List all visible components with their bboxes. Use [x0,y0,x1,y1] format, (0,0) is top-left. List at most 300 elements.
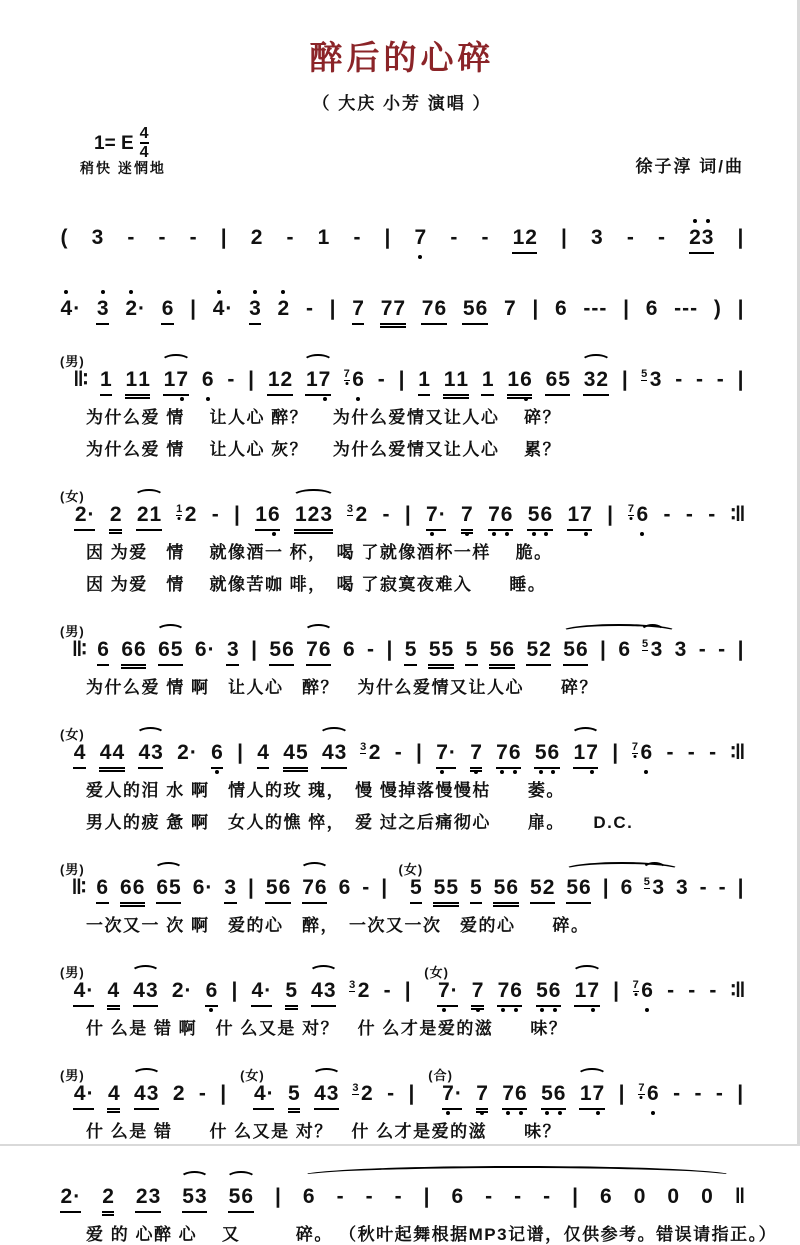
note-digit: 3 [649,368,662,391]
note-token [377,368,385,396]
note-digit: - [305,297,313,320]
note-digit: 5 [265,876,278,899]
note-token [497,979,522,1007]
note-digit: 6 [96,876,109,899]
note-token [384,226,391,254]
note-digit: 3 [249,297,261,320]
note-token [632,741,653,769]
note-token [107,1082,120,1110]
note-digit: 6 [97,638,109,661]
note-digit: 6 [302,1185,315,1208]
note-token [201,368,214,396]
note-token [138,741,163,769]
note-digit: - [158,226,166,249]
note-digit: 2 [171,979,184,1002]
note-digit: - [699,876,707,899]
note-digit: | [231,979,238,1002]
note-token [674,297,698,325]
note-digit: 3 [334,741,347,764]
note-digit: 1 [574,979,587,1002]
note-token [344,368,365,396]
note-token [512,226,537,254]
note-token [194,638,215,666]
note-digit: | [737,638,744,661]
lyric-line: 爱 的 心醉 心 又 碎。 （秋叶起舞根据MP3记谱，仅供参考。错误请指正。） [86,1225,778,1244]
note-digit: | [612,741,619,764]
note-token [265,876,290,904]
note-digit: - [583,297,591,320]
note-digit: 2 [102,1185,114,1208]
grace-note: 3 [352,1082,359,1094]
note-digit: 1 [267,368,280,391]
note-token [60,226,68,254]
note-digit: 1 [305,368,318,391]
note-token [227,368,235,396]
note-token [573,741,598,769]
note-digit: 6 [205,979,218,1002]
note-digit: 5 [530,876,542,899]
note-digit: 6 [121,638,134,661]
note-digit: 6 [161,297,174,320]
note-digit: ‖ [73,368,82,391]
music-line [60,1157,778,1245]
note-token [641,368,662,396]
note-token [275,1185,282,1213]
notes-row: (男) 4· 4 43 2 - | (女) 4· 5 43 3 2 - | (合) 7· 7 76 56 17 | 7 6 - - - | [60,1054,744,1110]
note-token [699,876,707,904]
note-digit: 4 [212,297,225,320]
note-digit: 4 [73,741,86,764]
note-digit: 6 [620,876,633,899]
grace-note: 5 [641,638,649,650]
note-digit: 1 [125,368,138,391]
note-digit: - [485,1185,493,1208]
note-digit: - [362,876,370,899]
note-token [737,638,744,666]
note-digit: 3 [96,297,109,320]
note-digit: 7 [592,1082,605,1105]
note-digit: - [387,1082,395,1105]
note-digit: 7 [380,297,393,320]
note-digit: 0 [667,1185,680,1208]
note-digit: 7 [586,741,598,764]
note-token [248,368,255,396]
note-digit: 7 [306,638,318,661]
note-token [73,1082,94,1110]
note-digit: ‖ [71,638,81,661]
note-digit: | [600,638,606,661]
note-digit: · [73,297,81,320]
note-digit: | [737,368,744,391]
note-token [91,226,104,254]
note-digit: · [448,741,456,764]
music-line [60,269,744,325]
note-digit: 5 [541,1082,553,1105]
music-line [60,340,744,460]
note-digit: 4 [73,1082,86,1105]
note-token [134,1082,159,1110]
note-digit: · [450,979,458,1002]
note-token [251,638,258,666]
note-digit: | [737,226,744,249]
notes-row [60,1157,744,1213]
note-digit: | [329,297,336,320]
note-digit: | [602,876,609,899]
lyric-line: 什 么是 错 啊 什 么又是 对？ 什 么才是爱的滋 味？ [86,1019,568,1038]
note-token [226,638,239,666]
note-digit: 5 [526,638,539,661]
note-token [306,638,331,666]
note-token [541,1082,566,1110]
note-token [347,503,368,531]
note-token [633,1185,646,1213]
note-digit: 6 [352,368,364,391]
note-digit: ) [713,297,721,320]
note-token [305,368,330,396]
note-digit: 3 [320,503,333,526]
note-token [317,226,330,254]
notes-row: (男) 4· 4 43 2· 6 | 4· 5 43 3 2 - | (女) 7· 7 76 56 17 | 7 6 - - - ∶‖ [60,951,744,1007]
note-digit: 3 [583,368,596,391]
note-token [701,1185,714,1213]
note-token [708,503,716,531]
note-token [360,741,381,769]
note-token [493,876,518,904]
note-digit: 7 [471,979,484,1002]
note-digit: 4 [73,979,86,1002]
note-token [433,876,458,904]
note-digit: 3 [676,876,688,899]
note-token [314,1082,339,1110]
note-digit: 3 [194,1185,207,1208]
note-digit: 7 [352,297,364,320]
note-token [583,297,607,325]
note-token [470,741,483,769]
note-token [100,368,113,396]
note-digit: 1 [443,368,456,391]
music-line [60,951,744,1039]
grace-note: 7 [638,1082,645,1094]
note-digit: 2 [280,368,293,391]
note-digit: 5 [295,741,308,764]
note-token [251,979,272,1007]
note-digit: - [694,1082,702,1105]
note-digit: | [398,368,405,391]
note-token [283,741,308,769]
note-token [125,368,150,396]
note-digit: 2 [689,226,701,249]
note-digit: - [382,503,390,526]
note-digit: 7 [176,368,189,391]
note-digit: 2 [355,503,368,526]
note-digit: 6 [211,741,223,764]
note-digit: | [737,1082,744,1105]
note-digit: 6 [548,979,561,1002]
note-digit: - [657,226,665,249]
note-digit: 3 [226,638,239,661]
note-digit: 6 [510,979,522,1002]
note-digit: · [225,297,233,320]
note-digit: 5 [285,979,298,1002]
note-token [428,638,453,666]
note-token [730,503,744,531]
notes-row: (男) ‖∶ 6 66 65 6· 3 | 56 76 6 - | 5 55 5 56 52 56 | 6 5 3 3 - - | [60,610,744,666]
note-digit: 3 [151,741,163,764]
note-digit: 2 [596,368,609,391]
note-token [171,979,192,1007]
note-token [107,979,120,1007]
music-line [60,198,744,254]
note-digit: 6 [553,1082,566,1105]
note-digit: 6 [600,1185,612,1208]
note-token [97,638,110,666]
note-digit: 7 [580,503,592,526]
note-digit: 1 [507,368,520,391]
note-digit: - [718,876,726,899]
note-token [338,876,351,904]
note-token [96,297,109,325]
note-token [73,979,94,1007]
note-digit: · [438,503,446,526]
grace-note: 7 [343,368,350,380]
note-digit: 7 [470,741,482,764]
note-digit: 6 [194,638,207,661]
note-token [156,876,181,904]
note-token [158,226,166,254]
note-digit: 7 [421,297,434,320]
note-token [381,876,388,904]
note-digit: 5 [446,876,459,899]
note-digit: 1 [418,368,430,391]
note-token [657,226,665,254]
note-token [267,368,292,396]
note-digit: | [408,1082,415,1105]
note-token [398,368,405,396]
note-digit: 7 [476,1082,488,1105]
note-digit: 1 [317,226,330,249]
note-digit: - [514,1185,522,1208]
note-digit: 1 [100,368,112,391]
note-digit: 7 [461,503,473,526]
note-token [554,297,567,325]
note-token [192,876,213,904]
note-digit: | [386,638,393,661]
note-digit: 4 [107,1082,120,1105]
note-token [321,741,346,769]
note-token [688,979,696,1007]
note-digit: | [220,1082,227,1105]
note-token [414,226,427,254]
note-digit: 3 [148,1185,161,1208]
note-token [715,1082,723,1110]
note-digit: - [383,979,391,1002]
note-token [737,368,744,396]
grace-note: 3 [360,741,367,753]
note-digit: 6 [500,503,513,526]
note-token [443,368,468,396]
note-token [349,979,370,1007]
note-token [74,503,95,531]
note-token [485,1185,493,1213]
note-digit: - [718,638,726,661]
note-digit: | [275,1185,281,1208]
note-digit: 1 [138,368,150,391]
note-token [685,503,693,531]
note-token [645,297,658,325]
note-token [250,226,263,254]
note-token [96,876,109,904]
note-token [737,876,744,904]
note-token [60,1185,81,1213]
note-token [591,226,604,254]
note-digit: - [716,368,724,391]
note-token [380,297,405,325]
note-digit: 5 [465,638,478,661]
note-digit: 3 [701,226,714,249]
lyric-line: 因 为爱 情 就像苦咖 啡， 喝 了寂寞夜难入 睡。 [86,575,547,594]
note-digit: 6 [540,503,553,526]
grace-note: 3 [349,979,356,991]
note-digit: 5 [563,638,575,661]
grace-note: 5 [643,876,650,888]
note-digit: 6 [158,638,170,661]
note-token [109,503,122,531]
note-digit: | [737,297,744,320]
note-digit: | [220,226,227,249]
note-token [642,638,663,666]
note-token [362,876,370,904]
note-digit: 2 [277,297,290,320]
note-token [638,1082,659,1110]
note-digit: 4 [60,297,73,320]
note-digit: 7 [497,979,510,1002]
note-digit: 2 [539,638,551,661]
note-digit: - [715,1082,723,1105]
note-digit: - [450,226,458,249]
time-signature [140,126,149,161]
note-digit: ∶ [81,638,85,661]
lyric-line: 为什么爱 情 啊 让人心 醉？ 为什么爱情又让人心 碎？ [86,678,598,697]
note-digit: · [87,503,95,526]
note-digit: - [688,979,696,1002]
note-digit: 6 [636,503,649,526]
note-token [718,638,726,666]
note-digit: 1 [149,503,162,526]
notes-row: (女) 2· 2 21 1 2 - | 16 123 3 2 - | 7· 7 76 56 17 | 7 6 - - - ∶‖ [60,475,744,531]
note-digit: 6 [554,297,567,320]
note-digit: 4 [257,741,269,764]
note-token [277,297,290,325]
note-digit: 5 [493,876,506,899]
note-digit: 2 [74,503,87,526]
note-token [60,297,81,325]
note-token [532,297,539,325]
note-digit: 7 [414,226,427,249]
note-digit: - [666,741,674,764]
note-token [628,503,649,531]
note-digit: 3 [146,1082,159,1105]
note-token [667,979,675,1007]
note-token [269,638,294,666]
note-token [536,979,561,1007]
note-token [189,226,197,254]
note-digit: | [381,876,388,899]
note-digit: 5 [558,368,570,391]
note-digit: - [189,226,197,249]
note-token [257,741,270,769]
note-digit: - [667,979,675,1002]
note-token [408,1082,415,1110]
music-line [60,610,744,698]
note-digit: 4 [99,741,112,764]
note-digit: 2 [250,226,263,249]
note-digit: | [404,503,411,526]
note-digit: 6 [547,741,560,764]
music-line [60,475,744,595]
note-digit: 3 [323,979,336,1002]
note-digit: ( [60,226,68,249]
note-digit: 2 [109,503,122,526]
note-digit: 2 [542,876,555,899]
note-token [718,876,726,904]
note-token [288,1082,301,1110]
note-token [620,876,633,904]
note-digit: | [234,503,240,526]
note-digit: - [365,1185,373,1208]
note-token [121,638,146,666]
note-digit: 1 [294,503,307,526]
note-digit: - [211,503,219,526]
music-line [60,713,744,833]
note-token [734,1185,743,1213]
note-token [177,741,198,769]
note-token [666,741,674,769]
note-digit: - [626,226,634,249]
note-digit: 4 [112,741,125,764]
note-token [675,368,683,396]
note-digit: ∶ [730,503,734,526]
note-digit: | [561,226,567,249]
note-token [689,226,714,254]
note-digit: 0 [633,1185,646,1208]
note-digit: 3 [591,226,603,249]
note-digit: 5 [527,503,540,526]
note-digit: 6 [475,297,488,320]
note-digit: 6 [579,876,591,899]
note-token [471,979,484,1007]
note-token [436,741,457,769]
key-signature [94,126,149,161]
notes-row: (女) 4 44 43 2· 6 | 4 45 43 3 2 - | 7· 7 76 56 17 | 7 6 - - - ∶‖ [60,713,744,769]
note-digit: 6 [132,876,145,899]
score [60,198,778,1245]
note-digit: 7 [302,876,314,899]
note-token [566,876,591,904]
note-digit: 2 [172,1082,185,1105]
note-digit: 2 [525,226,537,249]
lyric-line: 一次又一 次 啊 爱的心 醉， 一次又一次 爱的心 碎。 [86,916,590,935]
grace-note: 3 [346,503,353,515]
note-token [205,979,218,1007]
note-digit: 5 [428,638,441,661]
note-token [489,638,514,666]
note-digit: - [663,503,671,526]
note-digit: 5 [288,1082,300,1105]
note-token [394,741,402,769]
note-digit: 5 [269,638,282,661]
note-digit: · [264,979,272,1002]
note-digit: - [682,297,690,320]
